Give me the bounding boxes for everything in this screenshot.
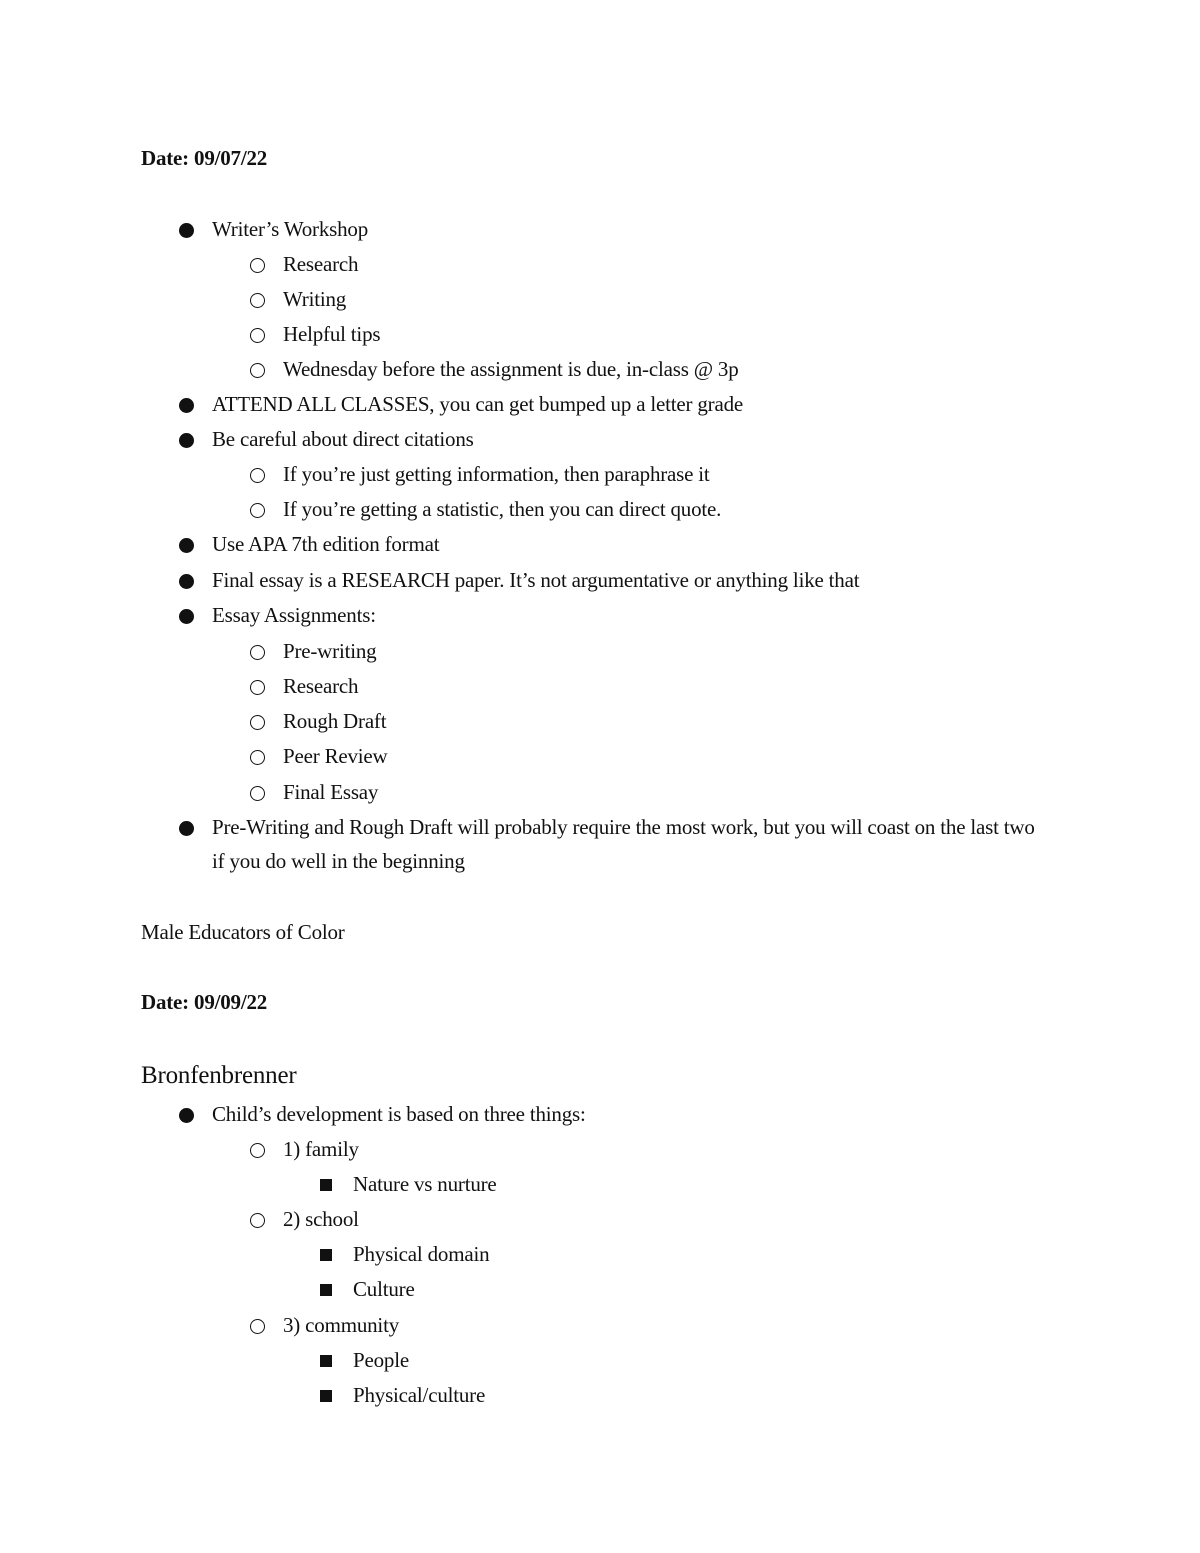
square-bullet-icon — [320, 1355, 332, 1367]
filled-bullet-icon — [179, 398, 194, 413]
section-heading: Bronfenbrenner — [141, 1062, 297, 1089]
square-bullet-icon — [320, 1284, 332, 1296]
list-item: Writing — [283, 287, 347, 311]
list-item: If you’re just getting information, then paraphrase it — [283, 462, 710, 486]
list-item: Research — [283, 252, 359, 276]
list-item: 1) family — [283, 1137, 359, 1161]
list-item: Culture — [353, 1277, 415, 1301]
list-item: Wednesday before the assignment is due, in-class @ 3p — [283, 357, 739, 381]
filled-bullet-icon — [179, 609, 194, 624]
hollow-bullet-icon — [250, 293, 265, 308]
list-item: Be careful about direct citations — [212, 427, 474, 451]
list-item: Writer’s Workshop — [212, 217, 369, 241]
hollow-bullet-icon — [250, 1319, 265, 1334]
list-item: Rough Draft — [283, 709, 387, 733]
filled-bullet-icon — [179, 821, 194, 836]
square-bullet-icon — [320, 1390, 332, 1402]
list-item: Pre-writing — [283, 639, 377, 663]
list-item: Child’s development is based on three things: — [212, 1102, 586, 1126]
filled-bullet-icon — [179, 538, 194, 553]
hollow-bullet-icon — [250, 1143, 265, 1158]
filled-bullet-icon — [179, 1108, 194, 1123]
hollow-bullet-icon — [250, 750, 265, 765]
list-item: If you’re getting a statistic, then you can direct quote. — [283, 497, 722, 521]
list-item: ATTEND ALL CLASSES, you can get bumped up a letter grade — [212, 392, 743, 416]
hollow-bullet-icon — [250, 645, 265, 660]
list-item: Nature vs nurture — [353, 1172, 497, 1196]
hollow-bullet-icon — [250, 1213, 265, 1228]
date-heading-2: Date: 09/09/22 — [141, 990, 268, 1014]
filled-bullet-icon — [179, 574, 194, 589]
hollow-bullet-icon — [250, 363, 265, 378]
list-item: Physical domain — [353, 1242, 490, 1266]
list-item: Final essay is a RESEARCH paper. It’s not argumentative or anything like that — [212, 568, 860, 592]
list-item: Peer Review — [283, 744, 388, 768]
hollow-bullet-icon — [250, 328, 265, 343]
list-item: Physical/culture — [353, 1383, 486, 1407]
list-item: 2) school — [283, 1207, 359, 1231]
note-line: Male Educators of Color — [141, 920, 345, 944]
hollow-bullet-icon — [250, 258, 265, 273]
list-item: Helpful tips — [283, 322, 381, 346]
list-item: Use APA 7th edition format — [212, 532, 440, 556]
list-item: Essay Assignments: — [212, 603, 376, 627]
hollow-bullet-icon — [250, 680, 265, 695]
square-bullet-icon — [320, 1179, 332, 1191]
hollow-bullet-icon — [250, 715, 265, 730]
list-item: Pre-Writing and Rough Draft will probably require the most work, but you will coast on the last two if you do well in the beginning — [212, 815, 1035, 873]
filled-bullet-icon — [179, 223, 194, 238]
hollow-bullet-icon — [250, 503, 265, 518]
hollow-bullet-icon — [250, 786, 265, 801]
filled-bullet-icon — [179, 433, 194, 448]
date-heading-1: Date: 09/07/22 — [141, 146, 268, 170]
list-item: 3) community — [283, 1313, 400, 1337]
hollow-bullet-icon — [250, 468, 265, 483]
square-bullet-icon — [320, 1249, 332, 1261]
list-item: People — [353, 1348, 409, 1372]
list-item: Final Essay — [283, 780, 379, 804]
list-item: Research — [283, 674, 359, 698]
